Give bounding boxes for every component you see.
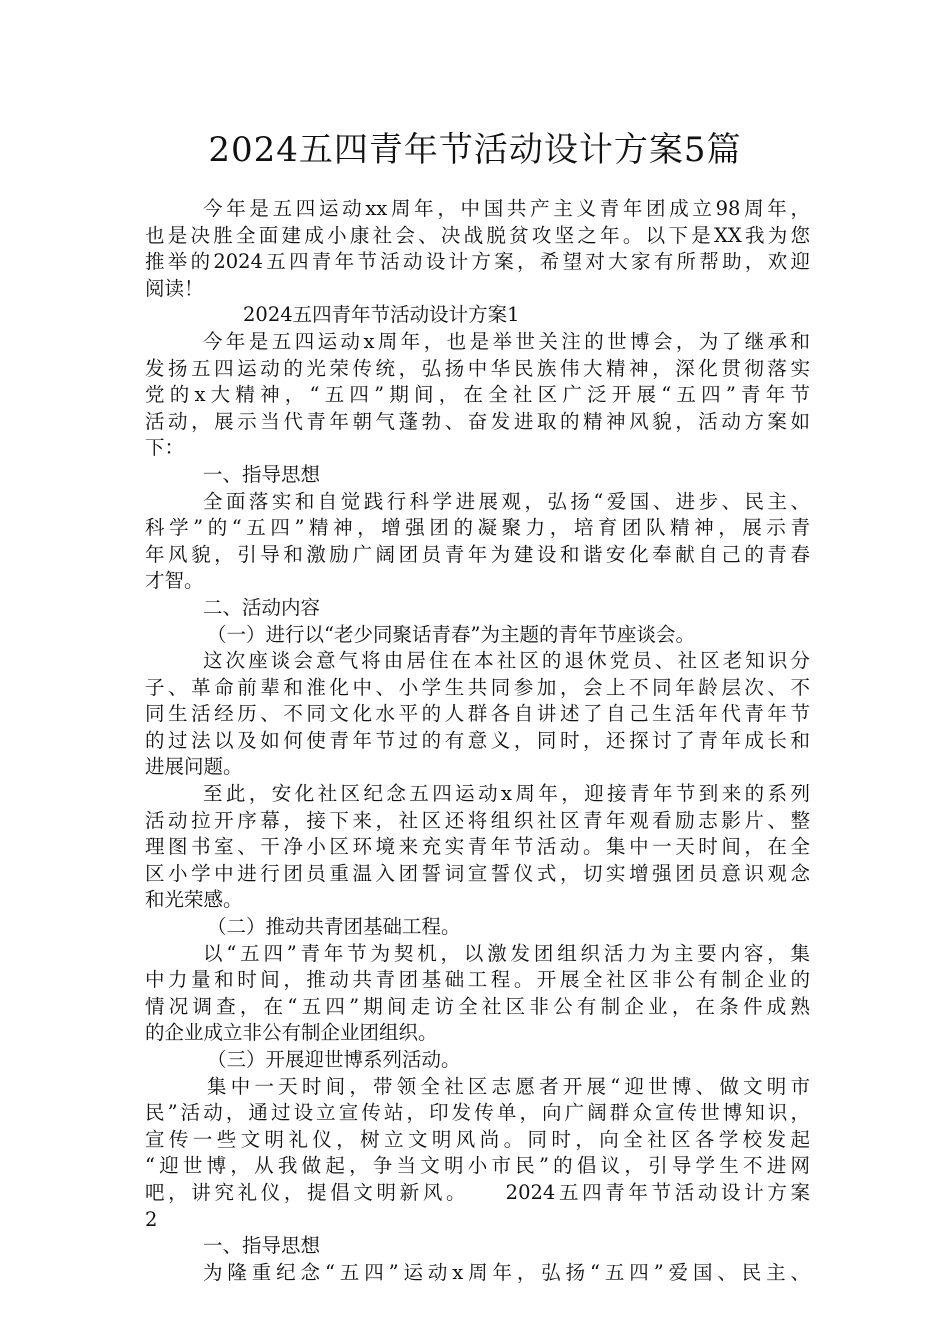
- paragraph-line: 活动拉开序幕，接下来，社区还将组织社区青年观看励志影片、整: [145, 808, 810, 832]
- paragraph-line: 科学”的“五四”精神，增强团的凝聚力，培育团队精神，展示青: [145, 516, 810, 540]
- paragraph-line: 年风貌，引导和激励广阔团员青年为建设和谐安化奉献自己的青春: [145, 542, 810, 566]
- paragraph-line: 发扬五四运动的光荣传统，弘扬中华民族伟大精神，深化贯彻落实: [145, 356, 810, 380]
- subsection-heading: （一）进行以“老少同聚话青春”为主题的青年节座谈会。: [207, 622, 695, 646]
- paragraph-line: 中力量和时间，推动共青团基础工程。开展全社区非公有制企业的: [145, 968, 810, 992]
- paragraph-line: 全面落实和自觉践行科学进展观，弘扬“爱国、进步、民主、: [203, 489, 810, 513]
- document-title: 2024五四青年节活动设计方案5篇: [208, 130, 742, 170]
- paragraph-line: 理图书室、干净小区环境来充实青年节活动。集中一天时间，在全: [145, 835, 810, 859]
- paragraph-line: 的过法以及如何使青年节过的有意义，同时，还探讨了青年成长和: [145, 728, 810, 752]
- paragraph-line: 才智。: [145, 569, 204, 593]
- section-heading: 二、活动内容: [203, 595, 321, 619]
- subsection-heading: （三）开展迎世博系列活动。: [207, 1048, 461, 1071]
- paragraph-line: 情况调查，在“五四”期间走访全社区非公有制企业，在条件成熟: [145, 994, 810, 1018]
- paragraph-line: 以“五四”青年节为契机，以激发团组织活力为主要内容，集: [203, 941, 810, 965]
- paragraph-line: 同生活经历、不同文化水平的人群各自讲述了自己生活年代青年节: [145, 702, 810, 726]
- paragraph-line: 下：: [145, 436, 185, 460]
- paragraph-line: 吧，讲究礼仪，提倡文明新风。 2024五四青年节活动设计方案: [145, 1180, 810, 1204]
- paragraph-line: 也是决胜全面建成小康社会、决战脱贫攻坚之年。以下是XX我为您: [145, 223, 810, 247]
- paragraph-line: 和光荣感。: [145, 888, 243, 912]
- paragraph-line: 区小学中进行团员重温入团誓词宣誓仪式，切实增强团员意识观念: [145, 861, 810, 885]
- paragraph-line: 阅读！: [145, 276, 204, 300]
- paragraph-line: 民”活动，通过设立宣传站，印发传单，向广阔群众宣传世博知识，: [145, 1101, 810, 1125]
- paragraph-line: 为隆重纪念“五四”运动x周年，弘扬“五四”爱国、民主、: [203, 1260, 810, 1284]
- subsection-heading: （二）推动共青团基础工程。: [207, 915, 461, 939]
- section-heading: 一、指导思想: [203, 1234, 321, 1258]
- paragraph-line: “迎世博，从我做起，争当文明小市民”的倡议，引导学生不进网: [145, 1154, 810, 1178]
- paragraph-line: 今年是五四运动x周年，也是举世关注的世博会，为了继承和: [203, 329, 810, 353]
- paragraph-line: 进展问题。: [145, 755, 243, 779]
- paragraph-line: 这次座谈会意气将由居住在本社区的退休党员、社区老知识分: [203, 649, 810, 673]
- paragraph-line: 活动，展示当代青年朝气蓬勃、奋发进取的精神风貌，活动方案如: [145, 409, 810, 433]
- section-subtitle: 2024五四青年节活动设计方案1: [243, 303, 520, 327]
- document-body: [145, 196, 810, 1286]
- paragraph-line: 今年是五四运动xx周年，中国共产主义青年团成立98周年，: [203, 197, 810, 220]
- paragraph-line: 宣传一些文明礼仪，树立文明风尚。同时，向全社区各学校发起: [145, 1127, 810, 1151]
- paragraph-line: 2: [145, 1207, 158, 1231]
- paragraph-line: 党的x大精神，“五四”期间，在全社区广泛开展“五四”青年节: [145, 383, 810, 407]
- section-heading: 一、指导思想: [203, 462, 321, 486]
- paragraph-line: 子、革命前辈和淮化中、小学生共同参加，会上不同年龄层次、不: [145, 675, 810, 699]
- paragraph-line: 推举的2024五四青年节活动设计方案，希望对大家有所帮助，欢迎: [145, 250, 810, 274]
- paragraph-line: 集中一天时间，带领全社区志愿者开展“迎世博、做文明市: [207, 1074, 810, 1098]
- paragraph-line: 的企业成立非公有制企业团组织。: [145, 1021, 438, 1045]
- paragraph-line: 至此，安化社区纪念五四运动x周年，迎接青年节到来的系列: [203, 782, 810, 806]
